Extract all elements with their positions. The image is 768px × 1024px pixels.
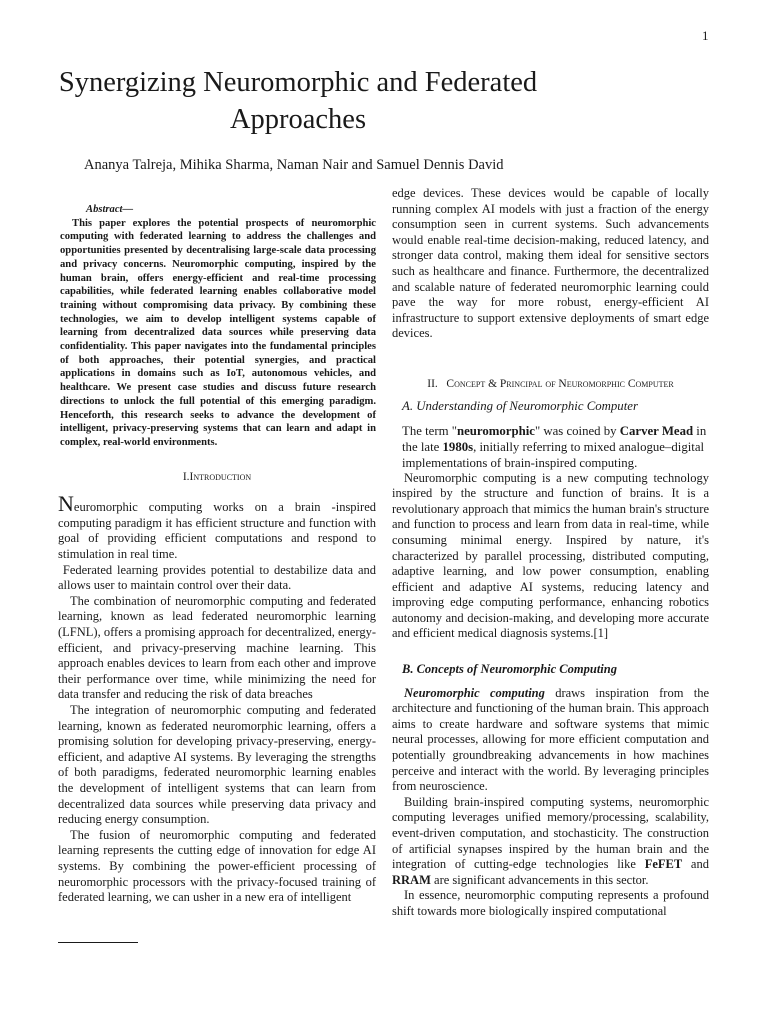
concepts-text: and (682, 857, 709, 872)
section-number: I. (182, 470, 190, 483)
right-column (392, 186, 709, 920)
term-origin-paragraph (402, 423, 709, 471)
intro-paragraph-3: The combination of neuromorphic computing and federated learning, known as lead federated neuromorphic learning (LFNL), offers a promising approach for decentralized, energy-efficient, and privacy-preserving machine learning. This approach enables devices to learn from each other and improve their performance over time, while minimizing the need for data transfer and reducing the risk of data breaches (58, 593, 376, 702)
author-list: Ananya Talreja, Mihika Sharma, Naman Nair and Samuel Dennis David (84, 157, 504, 173)
concepts-text: Building brain-inspired computing systems, neuromorphic computing leverages unified memory/processing, scalability, event-driven computation, and stochasticity. The construction of artificial synapses inspired by the human brain and the integration of cutting-edge technologies like (392, 794, 709, 872)
section-title: Introduction (189, 470, 252, 483)
subsection-title: Concepts of Neuromorphic Computing (416, 662, 617, 677)
section-heading-introduction (58, 470, 376, 486)
term-year: 1980s (442, 439, 474, 454)
title-line-1: Synergizing Neuromorphic and Federated (58, 67, 538, 98)
concepts-paragraph-1 (392, 686, 709, 795)
left-column (58, 203, 376, 906)
term-text: , initially referring to mixed analogue–digital implementations of brain-inspired computing. (402, 439, 705, 470)
intro-paragraph-1-text: euromorphic computing works on a brain -inspired computing paradigm it has efficient structure and function with goal of providing efficient computations and respond to stimulation in real time. (58, 500, 376, 562)
paper-title (30, 64, 566, 138)
drop-cap: N (58, 491, 74, 517)
term-text: " was coined by (534, 423, 620, 438)
subsection-label: B. (402, 662, 414, 677)
intro-paragraph-4: The integration of neuromorphic computing and federated learning, known as federated neuromorphic learning, offers a promising solution for developing privacy-preserving, energy-efficient, and adaptive AI systems. By leveraging the strengths of both paradigms, federated neuromorphic learning enables the development of intelligent systems that can learn from decentralized data sources while preserving data privacy and reducing energy consumption. (58, 702, 376, 827)
section-heading-concept (392, 377, 709, 391)
concepts-paragraph-3: In essence, neuromorphic computing represents a profound shift towards more biologically inspired computational (392, 888, 709, 918)
subsection-heading-b (402, 662, 709, 678)
intro-paragraph-1 (58, 491, 376, 562)
footnote-divider (58, 942, 138, 943)
subsection-heading-a (402, 399, 709, 415)
section-title: Concept & Principal of Neuromorphic Computer (446, 377, 674, 390)
subsection-label: A. (402, 398, 414, 413)
intro-paragraph-2-text: Federated learning provides potential to destabilize data and allows user to maintain control over their data. (58, 562, 377, 593)
concepts-text: are significant advancements in this sector. (430, 872, 649, 887)
title-line-2: Approaches (229, 104, 367, 135)
term-fefet: FeFET (644, 857, 683, 872)
concepts-paragraph-2 (392, 795, 709, 889)
lead-term: Neuromorphic computing (404, 685, 545, 700)
subsection-title: Understanding of Neuromorphic Computer (416, 398, 638, 413)
intro-paragraph-5: The fusion of neuromorphic computing and federated learning represents the cutting edge of innovation for edge AI systems. By combining the power-efficient processing of neuromorphic processors with the privacy-focused training of federated learning, we can usher in a new era of intelligent (58, 827, 376, 905)
term-text: The term " (402, 423, 457, 438)
intro-paragraph-2 (58, 563, 376, 594)
abstract-label: Abstract— (86, 204, 134, 215)
term-text: in the late (402, 423, 707, 454)
abstract-text: This paper explores the potential prospects of neuromorphic computing with federated learning to address the challenges and opportunities presented by decentralising large-scale data processing and privacy concerns. Neuromorphic computing, inspired by the human brain, offers energy-efficient and real-time processing capabilities, while federated learning enables collaborative model training without compromising data privacy. By combining these technologies, we aim to develop intelligent systems capable of learning from decentralized data sources while preserving data confidentiality. This paper navigates into the fundamental principles of both approaches, their potential synergies, and practical applications in domains such as IoT, autonomous vehicles, and healthcare. We present case studies and discuss future research directions to unlock the full potential of this emerging paradigm. Henceforth, this research seeks to advance the development of intelligent, privacy-preserving systems that can learn and adapt in complex, real-world environments. (60, 217, 376, 448)
term-neuromorphic: neuromorphic (456, 423, 535, 438)
concepts-paragraph-1-text: draws inspiration from the architecture and functioning of the human brain. This approach aims to create hardware and software systems that mimic neural processes, allowing for more efficient computation and potentially groundbreaking advancements in how machines perceive and interact with the world. By leveraging principles from neuroscience. (392, 685, 710, 794)
page-number: 1 (702, 28, 709, 43)
neuromorphic-overview-paragraph: Neuromorphic computing is a new computing technology inspired by the structure and function of brains. It is a revolutionary approach that mimics the human brain's structure and function to process and learn from data in real-time, while consuming minimal energy. Inspired by nature, it's characterized by parallel processing, distributed computing, adaptive learning, and low power consumption, enabling efficient and adaptive AI systems, reducing latency and improving edge computing performance, enhancing robotics autonomy and decision-making, and developing more accurate and efficient medical diagnosis systems.[1] (392, 470, 709, 641)
term-carver-mead: Carver Mead (619, 423, 694, 438)
continuation-paragraph: edge devices. These devices would be capable of locally running complex AI models with just a fraction of the energy consumption seen in current systems. Such advancements would enable real-time decision-making, reduced latency, and stronger data control, making them ideal for sensitive sectors such as healthcare and finance. Furthermore, the decentralized and scalable nature of federated neuromorphic learning could pave the way for more robust, energy-efficient AI infrastructure to support extensive deployments of smart edge devices. (392, 186, 709, 341)
term-rram: RRAM (392, 872, 431, 887)
abstract (58, 203, 376, 450)
section-number: II. (427, 377, 438, 390)
